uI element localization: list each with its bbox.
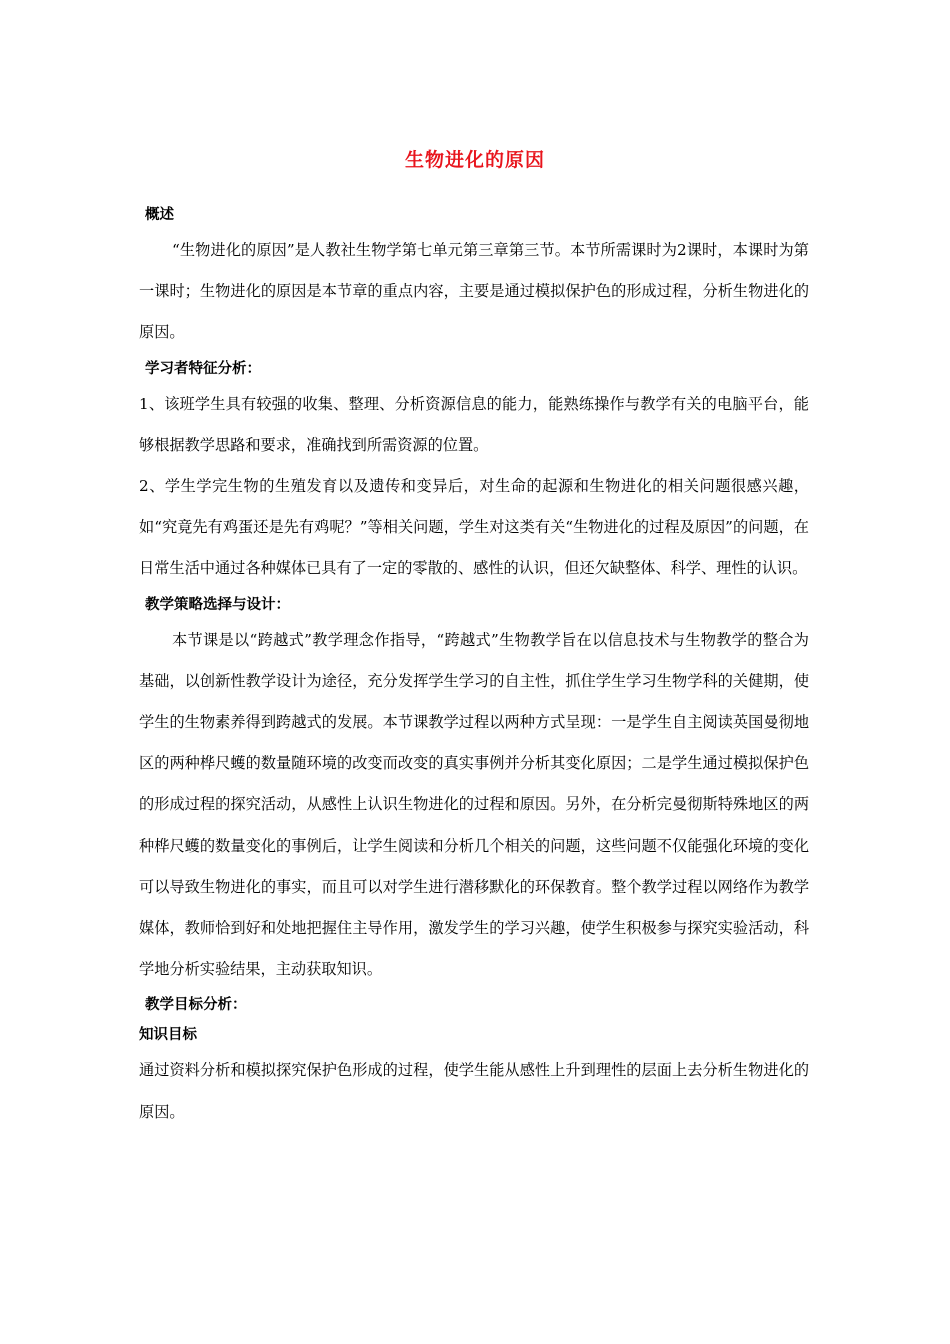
learners-heading: 学习者特征分析：: [145, 360, 261, 377]
objectives-heading: 教学目标分析：: [145, 997, 247, 1014]
knowledge-objective-heading: 知识目标: [139, 1027, 197, 1044]
learners-item-1: 1、该班学生具有较强的收集、整理、分析资源信息的能力，能熟练操作与教学有关的电脑平台，能够根据教学思路和要求，准确找到所需资源的位置。: [139, 394, 809, 454]
overview-heading: 概述: [145, 207, 174, 223]
strategy-paragraph: 本节课是以“跨越式”教学理念作指导，“跨越式”生物教学旨在以信息技术与生物教学的整合为基础，以创新性教学设计为途径，充分发挥学生学习的自主性，抓住学生学习生物学科的关健期，使学生的生物素养得到跨越式的发展。本节课教学过程以两种方式呈现：一是学生自主阅读英国曼彻地区的两种桦尺蠖的数量随环境的改变而改变的真实事例并分析其变化原因；二是学生通过模拟保护色的形成过程的探究活动，从感性上认识生物进化的过程和原因。另外，在分析完曼彻斯特殊地区的两种桦尺蠖的数量变化的事例后，让学生阅读和分析几个相关的问题，这些问题不仅能强化环境的变化可以导致生物进化的事实，而且可以对学生进行潜移默化的环保教育。整个教学过程以网络作为教学媒体，教师恰到好和处地把握住主导作用，激发学生的学习兴趣，使学生积极参与探究实验活动，科学地分析实验结果，主动获取知识。: [139, 630, 809, 979]
document-title: 生物进化的原因: [404, 149, 545, 171]
strategy-heading: 教学策略选择与设计：: [145, 596, 290, 613]
overview-paragraph: “生物进化的原因”是人教社生物学第七单元第三章第三节。本节所需课时为2课时，本课时为第一课时；生物进化的原因是本节章的重点内容，主要是通过模拟保护色的形成过程，分析生物进化的原因。: [139, 241, 809, 342]
learners-item-2: 2、学生学完生物的生殖发育以及遗传和变异后，对生命的起源和生物进化的相关问题很感兴趣，如“究竟先有鸡蛋还是先有鸡呢？”等相关问题，学生对这类有关“生物进化的过程及原因”的问题，在日常生活中通过各种媒体已具有了一定的零散的、感性的认识，但还欠缺整体、科学、理性的认识。: [139, 477, 809, 578]
document-body: [139, 200, 809, 1133]
knowledge-objective-paragraph: 通过资料分析和模拟探究保护色形成的过程，使学生能从感性上升到理性的层面上去分析生物进化的原因。: [139, 1061, 809, 1121]
